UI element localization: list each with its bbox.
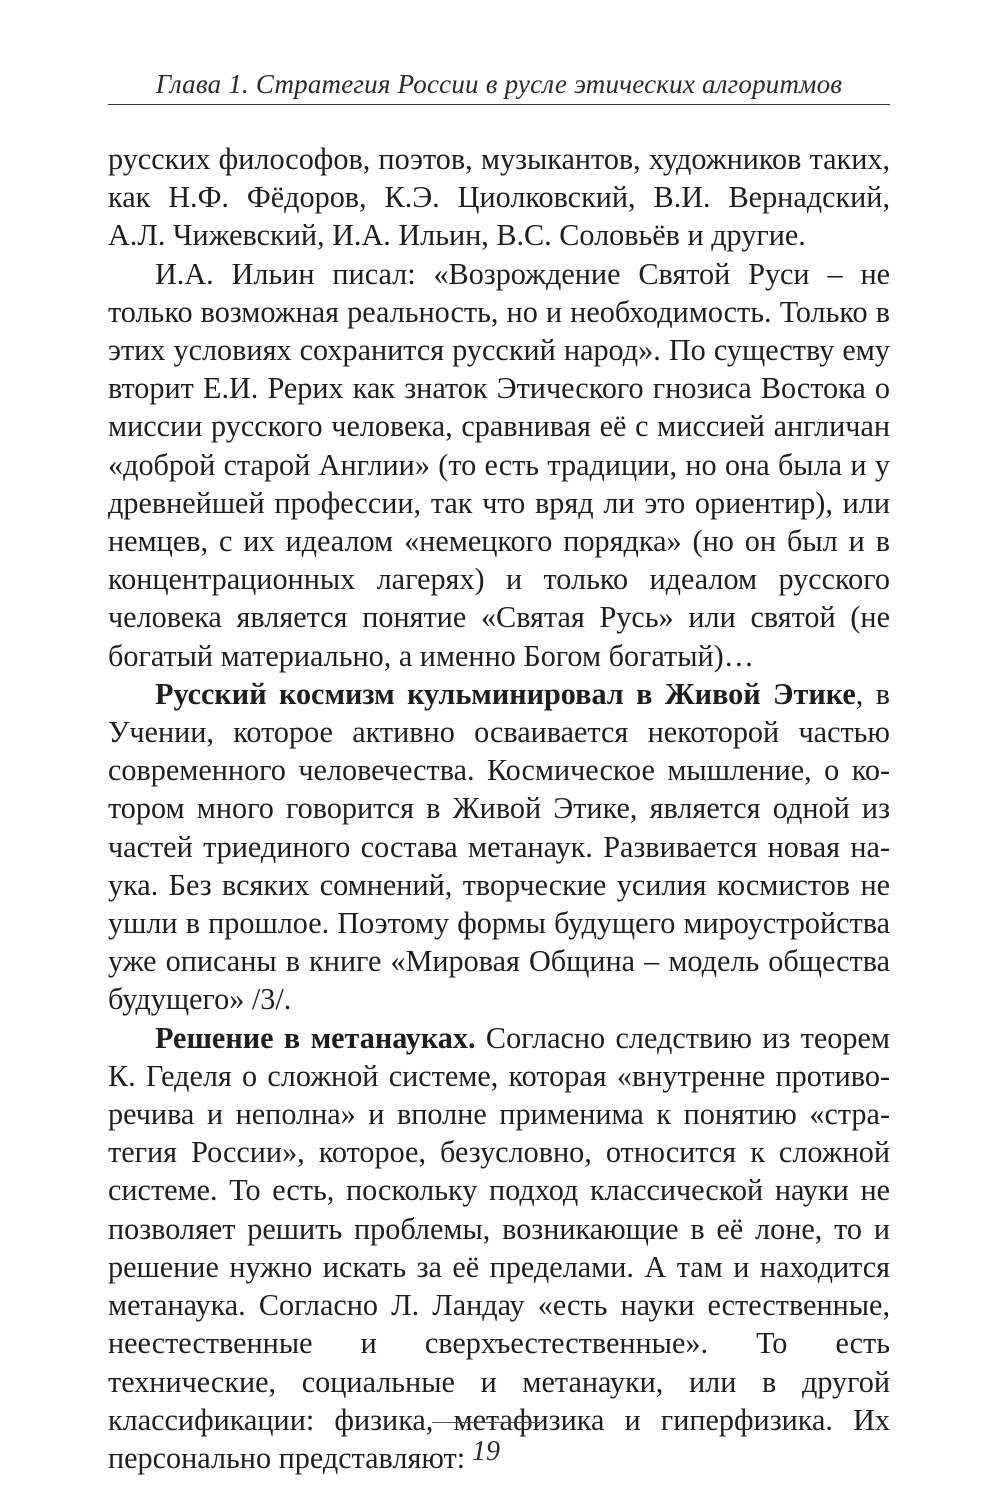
paragraph-4-text: Согласно следствию из теорем К. Геделя о сложной системе, которая «внутренне противоречива и неполна» и вполне применима к понятию «стратегия России», которое, безусловно, относится к сложной системе. То есть, поскольку подход классической науки не позволяет решить проблемы, возникающие в её лоне, то и решение нужно искать за её пределами. А там и находится метанаука. Согласно Л. Ландау «есть науки естественные, неестественные и сверхъестественные». То есть технические, социальные и метанауки, или в другой классификации: физика, метафизика и гиперфизика. Их персонально представляют: bbox=[108, 1020, 890, 1475]
running-header: Глава 1. Стратегия России в русле этических алгоритмов bbox=[155, 69, 843, 99]
paragraph-3-text: , в Учении, которое активно осваивается некоторой частью современного человечества. Космическое мышление, о котором много говорится в Живой Этике, является одной из частей триединого состава метанаук. Развивается новая наука. Без всяких сомнений, творческие усилия космистов не ушли в прошлое. Поэтому формы будущего мироустройства уже описаны в книге «Мировая Община – модель общества будущего» /3/. bbox=[108, 676, 890, 1017]
paragraph-4-heading: Решение в метанауках. bbox=[155, 1020, 476, 1055]
paragraph-3 bbox=[108, 675, 890, 1019]
paragraph-3-heading: Русский космизм кульминировал в Живой Этике bbox=[155, 676, 856, 711]
body-text bbox=[108, 140, 890, 1477]
paragraph-1: русских философов, поэтов, музыкантов, художников таких, как Н.Ф. Фёдоров, К.Э. Циолковский, В.И. Вернадский, А.Л. Чижевский, И.А. Ильин, В.С. Соловьёв и другие. bbox=[108, 142, 890, 253]
paragraph-2: И.А. Ильин писал: «Возрождение Святой Руси – не только возможная реальность, но и необходимость. Только в этих условиях сохранится русский народ». По существу ему вторит Е.И. Рерих как знаток Этического гнозиса Востока о миссии русского человека, сравнивая её с миссией англичан «доброй старой Англии» (то есть традиции, но она была и у древнейшей профессии, так что вряд ли это ориентир), или немцев, с их идеалом «немецкого порядка» (но он был и в концентрационных лагерях) и только идеалом русского человека является понятие «Святая Русь» или святой (не богатый материально, а именно Богом богатый)… bbox=[108, 256, 890, 673]
header-rule bbox=[108, 104, 890, 105]
paragraph-4 bbox=[108, 1019, 890, 1477]
footer-rule bbox=[432, 1422, 540, 1423]
page-number: 19 bbox=[472, 1436, 500, 1467]
